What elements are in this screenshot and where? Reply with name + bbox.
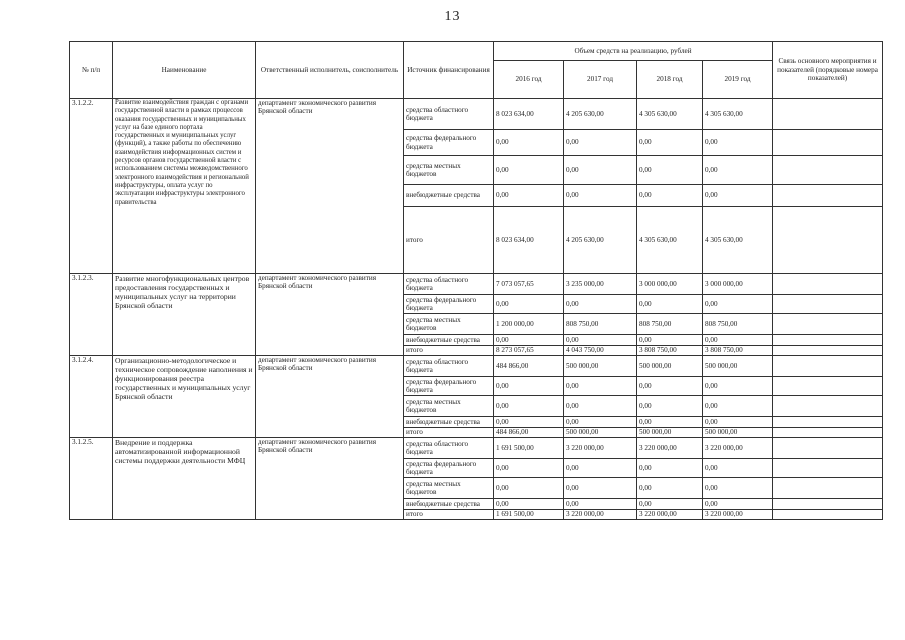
amount-cell: 3 000 000,00 bbox=[703, 274, 773, 295]
funding-source: средства федерального бюджета bbox=[404, 459, 494, 478]
amount-cell: 3 220 000,00 bbox=[703, 438, 773, 459]
amount-cell: 0,00 bbox=[564, 478, 637, 499]
amount-cell: 0,00 bbox=[703, 459, 773, 478]
executor-cell: департамент экономического развития Брянской области bbox=[256, 99, 404, 274]
table-row bbox=[70, 99, 883, 130]
amount-cell: 3 220 000,00 bbox=[637, 438, 703, 459]
amount-cell: 3 220 000,00 bbox=[703, 510, 773, 520]
page-number: 13 bbox=[444, 9, 461, 24]
header-name: Наименование bbox=[113, 42, 256, 99]
funding-source: средства местных бюджетов bbox=[404, 156, 494, 185]
header-year: 2018 год bbox=[637, 61, 703, 99]
funding-source: внебюджетные средства bbox=[404, 335, 494, 346]
funding-source: итого bbox=[404, 346, 494, 356]
amount-cell: 8 023 634,00 bbox=[494, 99, 564, 130]
indicator-link-cell bbox=[773, 130, 883, 156]
amount-cell: 0,00 bbox=[494, 377, 564, 396]
budget-table bbox=[69, 41, 883, 520]
amount-cell: 0,00 bbox=[494, 156, 564, 185]
indicator-link-cell bbox=[773, 156, 883, 185]
amount-cell: 0,00 bbox=[703, 185, 773, 207]
amount-cell: 808 750,00 bbox=[703, 314, 773, 335]
amount-cell: 0,00 bbox=[564, 156, 637, 185]
amount-cell: 0,00 bbox=[637, 459, 703, 478]
amount-cell: 500 000,00 bbox=[564, 356, 637, 377]
funding-source: средства федерального бюджета bbox=[404, 377, 494, 396]
header-num: № п/п bbox=[70, 42, 113, 99]
amount-cell: 500 000,00 bbox=[703, 356, 773, 377]
indicator-link-cell bbox=[773, 274, 883, 295]
indicator-link-cell bbox=[773, 510, 883, 520]
activity-name: Внедрение и поддержка автоматизированной информационной системы поддержки деятельности МФЦ bbox=[113, 438, 256, 520]
amount-cell: 484 866,00 bbox=[494, 356, 564, 377]
amount-cell: 0,00 bbox=[564, 499, 637, 510]
amount-cell: 0,00 bbox=[564, 396, 637, 417]
amount-cell: 4 305 630,00 bbox=[703, 99, 773, 130]
indicator-link-cell bbox=[773, 428, 883, 438]
indicator-link-cell bbox=[773, 377, 883, 396]
amount-cell: 0,00 bbox=[494, 185, 564, 207]
indicator-link-cell bbox=[773, 438, 883, 459]
funding-source: средства областного бюджета bbox=[404, 438, 494, 459]
indicator-link-cell bbox=[773, 478, 883, 499]
amount-cell: 0,00 bbox=[564, 417, 637, 428]
amount-cell: 3 220 000,00 bbox=[564, 438, 637, 459]
header-link: Связь основного мероприятия и показателей (порядковые номера показателей) bbox=[773, 42, 883, 99]
indicator-link-cell bbox=[773, 314, 883, 335]
header-year: 2019 год bbox=[703, 61, 773, 99]
amount-cell: 0,00 bbox=[637, 377, 703, 396]
funding-source: средства федерального бюджета bbox=[404, 295, 494, 314]
funding-source: средства местных бюджетов bbox=[404, 478, 494, 499]
executor-cell: департамент экономического развития Брянской области bbox=[256, 274, 404, 356]
amount-cell: 0,00 bbox=[494, 295, 564, 314]
funding-source: средства областного бюджета bbox=[404, 274, 494, 295]
amount-cell: 4 305 630,00 bbox=[637, 99, 703, 130]
funding-source: итого bbox=[404, 428, 494, 438]
amount-cell: 0,00 bbox=[564, 295, 637, 314]
indicator-link-cell bbox=[773, 99, 883, 130]
amount-cell: 500 000,00 bbox=[637, 356, 703, 377]
amount-cell: 808 750,00 bbox=[564, 314, 637, 335]
header-executor: Ответственный исполнитель, соисполнитель bbox=[256, 42, 404, 99]
amount-cell: 0,00 bbox=[564, 459, 637, 478]
table-row bbox=[70, 274, 883, 295]
header-row-top bbox=[70, 42, 883, 61]
amount-cell: 0,00 bbox=[494, 499, 564, 510]
amount-cell: 0,00 bbox=[703, 295, 773, 314]
table-row bbox=[70, 438, 883, 459]
amount-cell: 0,00 bbox=[637, 295, 703, 314]
amount-cell: 0,00 bbox=[637, 156, 703, 185]
funding-source: средства местных бюджетов bbox=[404, 396, 494, 417]
executor-cell: департамент экономического развития Брянской области bbox=[256, 438, 404, 520]
amount-cell: 0,00 bbox=[637, 396, 703, 417]
amount-cell: 0,00 bbox=[703, 396, 773, 417]
amount-cell: 0,00 bbox=[564, 185, 637, 207]
funding-source: средства местных бюджетов bbox=[404, 314, 494, 335]
funding-source: внебюджетные средства bbox=[404, 417, 494, 428]
amount-cell: 0,00 bbox=[564, 130, 637, 156]
activity-name: Организационно-методологическое и техническое сопровождение наполнения и функционирования реестра государственных и муниципальных услуг Брянской области bbox=[113, 356, 256, 438]
amount-cell: 500 000,00 bbox=[703, 428, 773, 438]
amount-cell: 8 273 057,65 bbox=[494, 346, 564, 356]
amount-cell: 4 205 630,00 bbox=[564, 207, 637, 274]
amount-cell: 3 220 000,00 bbox=[637, 510, 703, 520]
header-volume: Объем средств на реализацию, рублей bbox=[494, 42, 773, 61]
amount-cell: 0,00 bbox=[564, 377, 637, 396]
amount-cell: 500 000,00 bbox=[637, 428, 703, 438]
amount-cell: 1 691 500,00 bbox=[494, 510, 564, 520]
activity-name: Развитие взаимодействия граждан с органами государственной власти в рамках процессов оказания государственных и муниципальных услуг на базе единого портала государственных и муниципальных услуг (функций), а также работы по обеспечению взаимодействия информационных систем и ресурсов органов государственной власти с использованием системы межведомственного электронного взаимодействия и региональной инфраструктуры, оплата услуг по эксплуатации инфраструктуры электронного правительства bbox=[113, 99, 256, 274]
row-number: 3.1.2.3. bbox=[70, 274, 113, 356]
amount-cell: 3 000 000,00 bbox=[637, 274, 703, 295]
header-source: Источник финансирования bbox=[404, 42, 494, 99]
indicator-link-cell bbox=[773, 459, 883, 478]
amount-cell: 4 305 630,00 bbox=[703, 207, 773, 274]
amount-cell: 500 000,00 bbox=[564, 428, 637, 438]
row-number: 3.1.2.4. bbox=[70, 356, 113, 438]
executor-cell: департамент экономического развития Брянской области bbox=[256, 356, 404, 438]
amount-cell: 4 205 630,00 bbox=[564, 99, 637, 130]
amount-cell: 0,00 bbox=[494, 396, 564, 417]
activity-name: Развитие многофункциональных центров предоставления государственных и муниципальных услуг на территории Брянской области bbox=[113, 274, 256, 356]
table-body bbox=[70, 99, 883, 520]
amount-cell: 1 200 000,00 bbox=[494, 314, 564, 335]
funding-source: средства федерального бюджета bbox=[404, 130, 494, 156]
indicator-link-cell bbox=[773, 335, 883, 346]
amount-cell: 484 866,00 bbox=[494, 428, 564, 438]
funding-source: итого bbox=[404, 207, 494, 274]
amount-cell: 4 043 750,00 bbox=[564, 346, 637, 356]
amount-cell: 0,00 bbox=[637, 335, 703, 346]
amount-cell: 0,00 bbox=[637, 417, 703, 428]
amount-cell: 8 023 634,00 bbox=[494, 207, 564, 274]
amount-cell: 0,00 bbox=[494, 130, 564, 156]
indicator-link-cell bbox=[773, 499, 883, 510]
amount-cell: 0,00 bbox=[494, 459, 564, 478]
amount-cell: 0,00 bbox=[637, 130, 703, 156]
header-year: 2016 год bbox=[494, 61, 564, 99]
indicator-link-cell bbox=[773, 417, 883, 428]
amount-cell: 0,00 bbox=[637, 185, 703, 207]
indicator-link-cell bbox=[773, 185, 883, 207]
amount-cell: 0,00 bbox=[703, 335, 773, 346]
amount-cell: 0,00 bbox=[637, 499, 703, 510]
table-row bbox=[70, 356, 883, 377]
amount-cell: 3 235 000,00 bbox=[564, 274, 637, 295]
indicator-link-cell bbox=[773, 396, 883, 417]
amount-cell: 0,00 bbox=[703, 130, 773, 156]
amount-cell: 3 808 750,00 bbox=[637, 346, 703, 356]
amount-cell: 0,00 bbox=[494, 417, 564, 428]
amount-cell: 4 305 630,00 bbox=[637, 207, 703, 274]
funding-source: внебюджетные средства bbox=[404, 185, 494, 207]
amount-cell: 0,00 bbox=[703, 156, 773, 185]
amount-cell: 3 220 000,00 bbox=[564, 510, 637, 520]
amount-cell: 7 073 057,65 bbox=[494, 274, 564, 295]
funding-source: средства областного бюджета bbox=[404, 99, 494, 130]
amount-cell: 1 691 500,00 bbox=[494, 438, 564, 459]
amount-cell: 0,00 bbox=[703, 478, 773, 499]
indicator-link-cell bbox=[773, 356, 883, 377]
row-number: 3.1.2.5. bbox=[70, 438, 113, 520]
funding-source: итого bbox=[404, 510, 494, 520]
row-number: 3.1.2.2. bbox=[70, 99, 113, 274]
indicator-link-cell bbox=[773, 346, 883, 356]
funding-source: средства областного бюджета bbox=[404, 356, 494, 377]
indicator-link-cell bbox=[773, 295, 883, 314]
amount-cell: 3 808 750,00 bbox=[703, 346, 773, 356]
header-year: 2017 год bbox=[564, 61, 637, 99]
amount-cell: 808 750,00 bbox=[637, 314, 703, 335]
amount-cell: 0,00 bbox=[703, 499, 773, 510]
funding-source: внебюджетные средства bbox=[404, 499, 494, 510]
amount-cell: 0,00 bbox=[703, 377, 773, 396]
amount-cell: 0,00 bbox=[494, 335, 564, 346]
amount-cell: 0,00 bbox=[564, 335, 637, 346]
amount-cell: 0,00 bbox=[494, 478, 564, 499]
amount-cell: 0,00 bbox=[703, 417, 773, 428]
amount-cell: 0,00 bbox=[637, 478, 703, 499]
indicator-link-cell bbox=[773, 207, 883, 274]
